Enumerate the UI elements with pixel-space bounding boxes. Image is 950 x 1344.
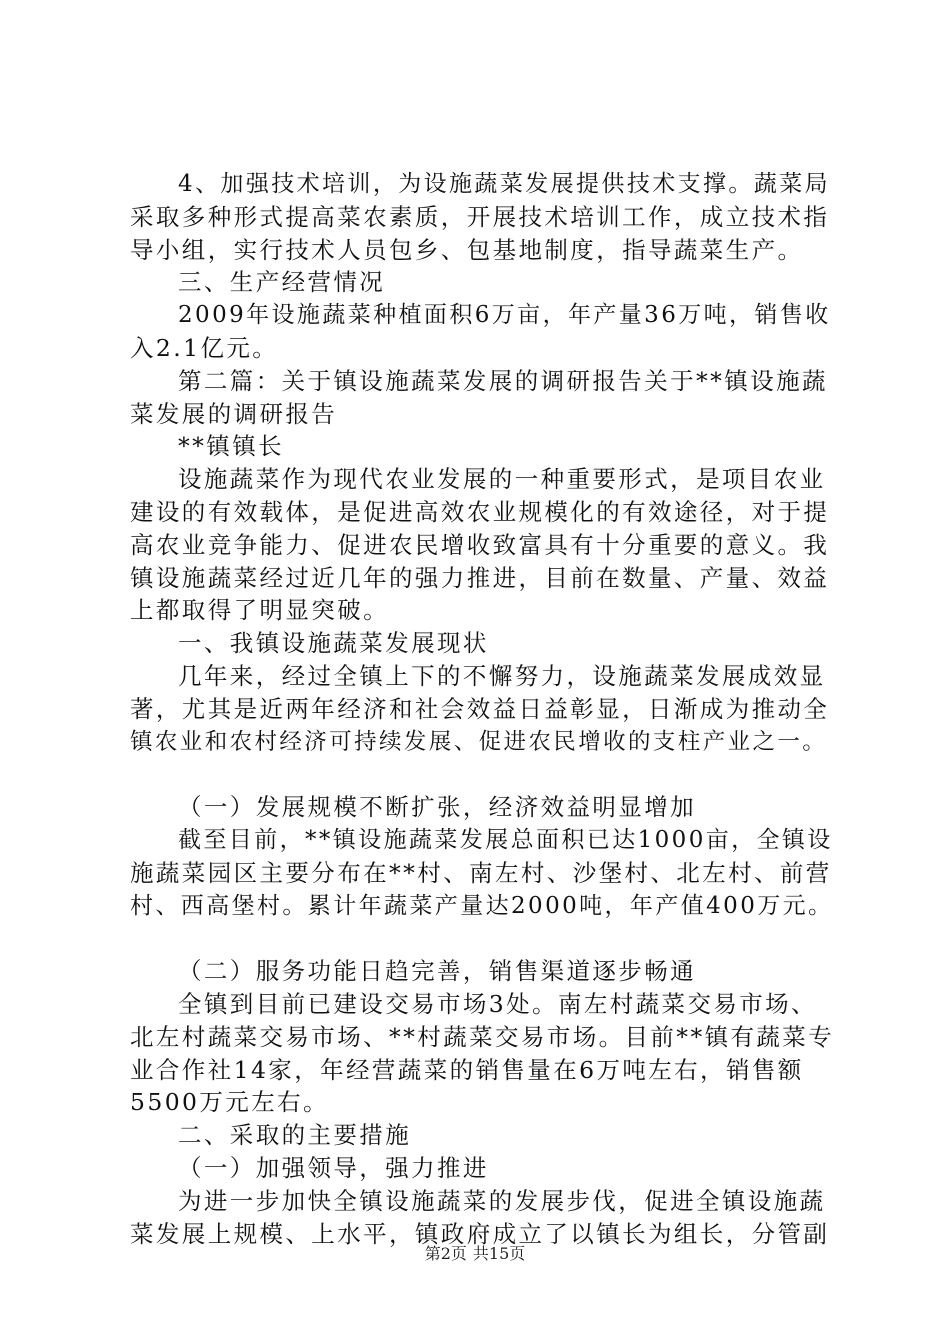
section-heading: 二、采取的主要措施 bbox=[178, 1121, 412, 1150]
paragraph-line: 4、加强技术培训，为设施蔬菜发展提供技术支撑。蔬菜局 bbox=[178, 171, 831, 197]
paragraph-line: 镇农业和农村经济可持续发展、促进农民增收的支柱产业之一。 bbox=[130, 728, 828, 755]
paragraph-line: 为进一步加快全镇设施蔬菜的发展步伐，促进全镇设施蔬 bbox=[178, 1186, 826, 1215]
paragraph-line: 北左村蔬菜交易市场、**村蔬菜交易市场。目前**镇有蔬菜专 bbox=[130, 1022, 835, 1051]
paragraph-line: 几年来，经过全镇上下的不懈努力，设施蔬菜发展成效显 bbox=[178, 661, 826, 690]
page-number: 第2页 bbox=[424, 1244, 467, 1263]
paragraph-line: 镇设施蔬菜经过近几年的强力推进，目前在数量、产量、效益 bbox=[130, 563, 830, 592]
blank-line bbox=[130, 922, 835, 955]
page-footer bbox=[0, 1244, 950, 1264]
paragraph-line: 建设的有效载体，是促进高效农业规模化的有效途径，对于提 bbox=[130, 497, 830, 526]
paragraph-line: 业合作社14家，年经营蔬菜的销售量在6万吨左右，销售额 bbox=[130, 1055, 804, 1084]
paragraph-line: 施蔬菜园区主要分布在**村、南左村、沙堡村、北左村、前营 bbox=[130, 858, 832, 887]
page-total: 共15页 bbox=[472, 1244, 526, 1263]
paragraph-line: 2009年设施蔬菜种植面积6万亩，年产量36万吨，销售收 bbox=[178, 302, 831, 329]
paragraph-line: 菜发展上规模、上水平，镇政府成立了以镇长为组长，分管副 bbox=[130, 1219, 830, 1248]
section-heading: 一、我镇设施蔬菜发展现状 bbox=[178, 629, 489, 658]
subsection-heading: （一）发展规模不断扩张，经济效益明显增加 bbox=[178, 793, 696, 822]
document-body bbox=[130, 168, 835, 1250]
paragraph-line: 导小组，实行技术人员包乡、包基地制度，指导蔬菜生产。 bbox=[130, 235, 804, 264]
chapter-title: 菜发展的调研报告 bbox=[130, 399, 338, 428]
blank-line bbox=[130, 758, 835, 791]
chapter-title: 第二篇：关于镇设施蔬菜发展的调研报告关于**镇设施蔬 bbox=[178, 366, 828, 395]
paragraph-line: 上都取得了明显突破。 bbox=[130, 596, 389, 625]
paragraph-line: 采取多种形式提高菜农素质，开展技术培训工作，成立技术指 bbox=[130, 202, 830, 231]
subsection-heading: （二）服务功能日趋完善，销售渠道逐步畅通 bbox=[178, 957, 696, 986]
paragraph-line: 5500万元左右。 bbox=[130, 1088, 329, 1117]
paragraph-line: 高农业竞争能力、促进农民增收致富具有十分重要的意义。我 bbox=[130, 530, 830, 559]
subsection-heading: （一）加强领导，强力推进 bbox=[178, 1153, 489, 1182]
author-line: **镇镇长 bbox=[178, 432, 284, 461]
paragraph-line: 设施蔬菜作为现代农业发展的一种重要形式，是项目农业 bbox=[178, 465, 826, 494]
paragraph-line: 著，尤其是近两年经济和社会效益日益彰显，日渐成为推动全 bbox=[130, 694, 830, 723]
paragraph-line: 村、西高堡村。累计年蔬菜产量达2000吨，年产值400万元。 bbox=[130, 892, 834, 919]
section-heading: 三、生产经营情况 bbox=[178, 268, 386, 297]
paragraph-line: 截至目前，**镇设施蔬菜发展总面积已达1000亩，全镇设 bbox=[178, 826, 833, 853]
paragraph-line: 入2.1亿元。 bbox=[130, 333, 279, 362]
paragraph-line: 全镇到目前已建设交易市场3处。南左村蔬菜交易市场、 bbox=[178, 989, 817, 1018]
